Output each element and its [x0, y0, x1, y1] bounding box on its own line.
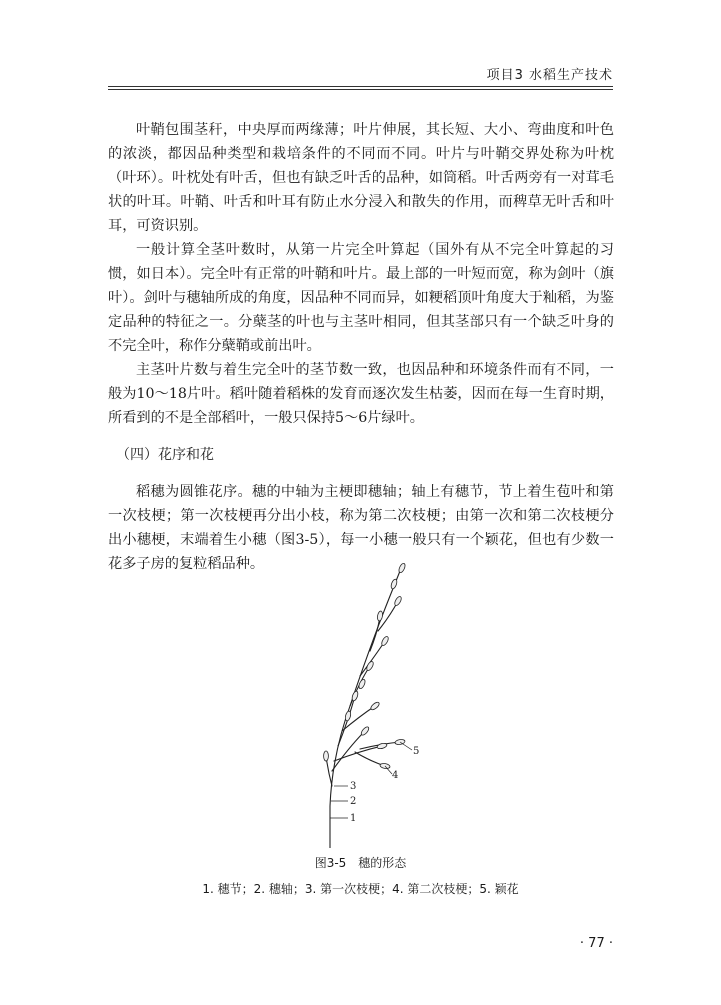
figure-label-4: 4: [392, 770, 399, 781]
figure-legend: 1. 穗节；2. 穗轴；3. 第一次枝梗；4. 第二次枝梗；5. 颖花: [202, 882, 519, 896]
running-header: 项目3 水稻生产技术: [486, 68, 613, 83]
header-rule: [108, 86, 613, 87]
figure-label-1: 1: [350, 813, 357, 824]
header-rule-secondary: [108, 89, 613, 90]
paragraph-inflorescence: 稻穗为圆锥花序。穗的中轴为主梗即穗轴；轴上有穗节，节上着生苞叶和第一次枝梗；第一次枝梗再分出小枝，称为第二次枝梗；由第一次和第二次枝梗分出小穗梗，末端着生小穗（图3-5），每一小穗一般只有一个颖花，但也有少数一花多子房的复粒稻品种。: [108, 484, 614, 572]
callout-lines: [330, 742, 412, 818]
rice-panicle-figure: [290, 556, 440, 848]
paragraph-leaf-count: 一般计算全茎叶数时，从第一片完全叶算起（国外有从不完全叶算起的习惯，如日本）。完全叶有正常的叶鞘和叶片。最上部的一叶短而宽，称为剑叶（旗叶）。剑叶与穗轴所成的角度，因品种不同而异，如粳稻顶叶角度大于籼稻，为鉴定品种的特征之一。分蘖茎的叶也与主茎叶相同，但其茎部只有一个缺乏叶身的不完全叶，称作分蘖鞘或前出叶。: [108, 242, 614, 354]
page-number: · 77 ·: [579, 936, 613, 951]
figure-caption: 图3-5 穗的形态: [314, 856, 407, 870]
paragraph-main-stem-leaves: 主茎叶片数与着生完全叶的茎节数一致，也因品种和环境条件而有不同，一般为10～18片叶。稻叶随着稻株的发育而逐次发生枯萎，因而在每一生育时期，所看到的不是全部稻叶，一般只保持5～6片绿叶。: [108, 362, 614, 426]
paragraph-leaf-sheath: 叶鞘包围茎秆，中央厚而两缘薄；叶片伸展，其长短、大小、弯曲度和叶色的浓淡，都因品种类型和栽培条件的不同而不同。叶片与叶鞘交界处称为叶枕（叶环）。叶枕处有叶舌，但也有缺乏叶舌的品种，如筒稻。叶舌两旁有一对茸毛状的叶耳。叶鞘、叶舌和叶耳有防止水分浸入和散失的作用，而稗草无叶舌和叶耳，可资识别。: [108, 122, 614, 234]
panicle-axis: [330, 566, 402, 848]
figure-label-2: 2: [350, 796, 357, 807]
spikelets: [324, 562, 407, 769]
body-text: [108, 118, 614, 576]
section-subheading: （四）花序和花: [116, 447, 214, 463]
figure-label-3: 3: [350, 781, 357, 792]
panicle-drawing: [326, 566, 402, 848]
primary-branch: [360, 641, 385, 676]
figure-label-5: 5: [413, 746, 420, 757]
